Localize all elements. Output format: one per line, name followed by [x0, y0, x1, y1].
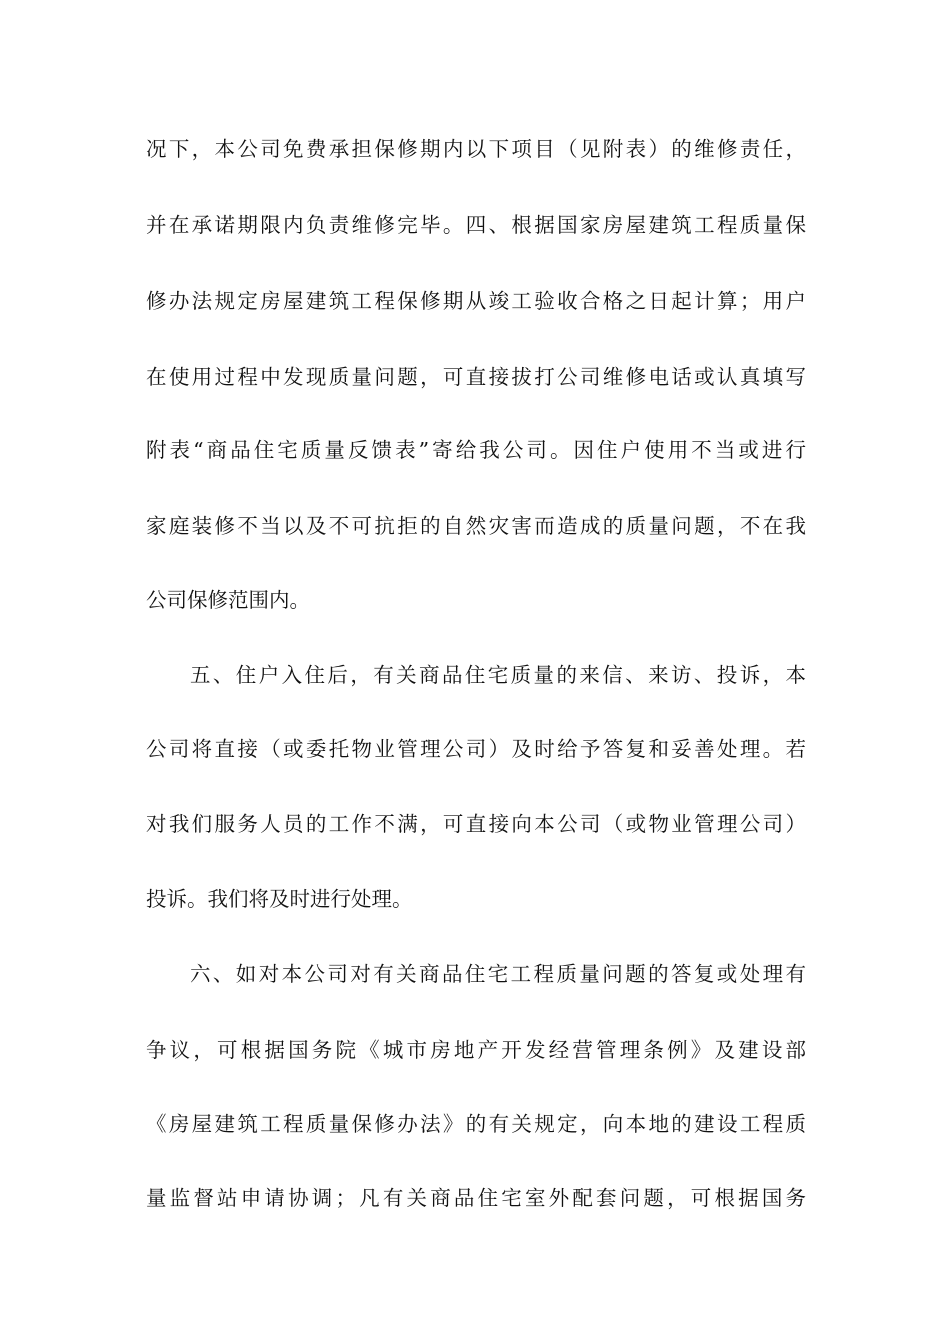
text-line-6: 家庭装修不当以及不可抗拒的自然灾害而造成的质量问题，不在我	[146, 514, 806, 538]
text-line-11: 投诉。我们将及时进行处理。	[146, 887, 413, 911]
text-line-13: 争议，可根据国务院《城市房地产开发经营管理条例》及建设部	[146, 1038, 806, 1062]
text-line-3: 修办法规定房屋建筑工程保修期从竣工验收合格之日起计算；用户	[146, 289, 806, 313]
text-line-5: 附表“商品住宅质量反馈表”寄给我公司。因住户使用不当或进行	[146, 438, 806, 462]
text-line-14: 《房屋建筑工程质量保修办法》的有关规定，向本地的建设工程质	[146, 1112, 806, 1136]
text-line-10: 对我们服务人员的工作不满，可直接向本公司（或物业管理公司）	[146, 812, 806, 836]
text-line-7: 公司保修范围内。	[146, 588, 310, 612]
text-line-15: 量监督站申请协调；凡有关商品住宅室外配套问题，可根据国务	[146, 1186, 806, 1210]
text-line-8: 五、住户入住后，有关商品住宅质量的来信、来访、投诉，本	[190, 663, 806, 687]
text-line-12: 六、如对本公司对有关商品住宅工程质量问题的答复或处理有	[190, 962, 806, 986]
text-line-4: 在使用过程中发现质量问题，可直接拔打公司维修电话或认真填写	[146, 365, 806, 389]
text-line-2: 并在承诺期限内负责维修完毕。四、根据国家房屋建筑工程质量保	[146, 213, 806, 237]
text-line-1: 况下，本公司免费承担保修期内以下项目（见附表）的维修责任，	[146, 137, 806, 161]
text-line-9: 公司将直接（或委托物业管理公司）及时给予答复和妥善处理。若	[146, 737, 806, 761]
